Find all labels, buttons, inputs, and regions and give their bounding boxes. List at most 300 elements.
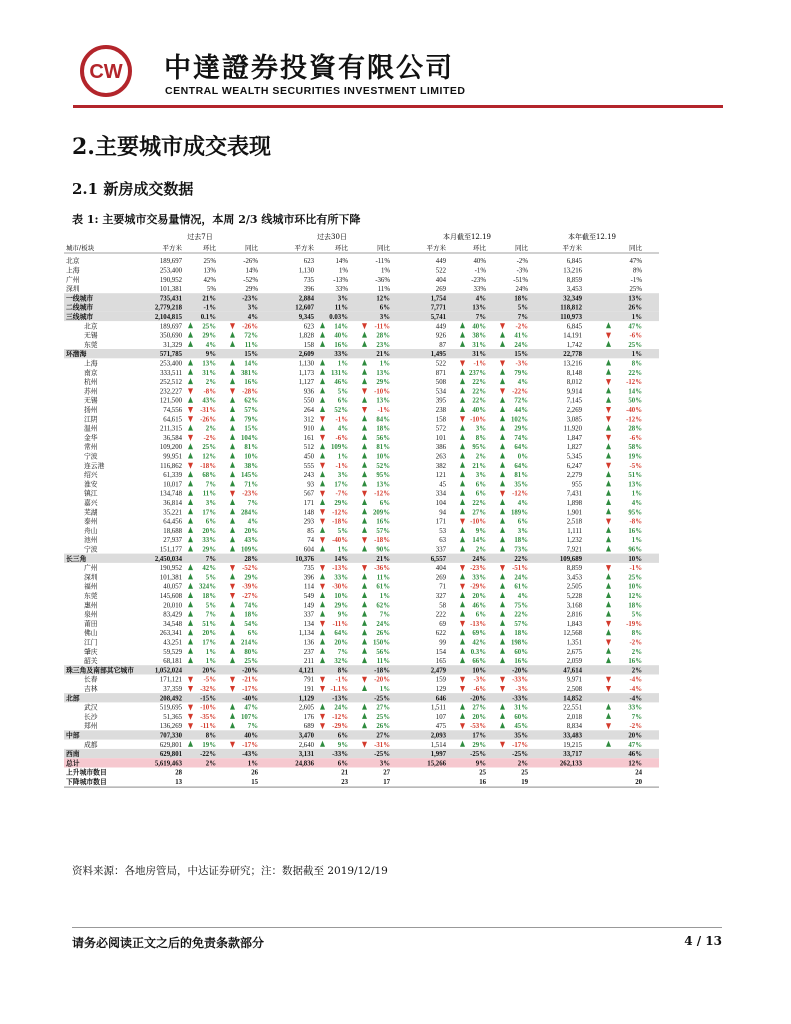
table-cell: 7,431 [566,490,582,498]
up-arrow-icon [500,704,505,710]
up-arrow-icon [500,425,505,431]
table-cell: -31% [200,407,216,414]
table-cell: 13% [628,295,642,303]
table-cell: 10% [244,453,258,461]
table-cell: 333,511 [160,369,182,377]
table-cell: -23% [471,276,486,284]
table-cell: 14,852 [563,695,582,703]
up-arrow-icon [362,462,367,468]
down-arrow-icon [606,407,611,413]
table-cell: -25% [512,751,528,759]
table-cell: 3% [475,425,486,433]
table-cell: 93 [307,481,314,489]
table-cell: 25 [479,769,486,777]
table-cell: 20% [244,527,258,535]
table-cell: 5,741 [430,314,446,321]
table-cell: 20% [202,527,216,535]
table-cell: 8% [632,267,642,275]
table-cell: 189,697 [159,323,182,331]
up-arrow-icon [188,499,193,505]
up-arrow-icon [362,518,367,524]
up-arrow-icon [230,471,235,477]
table-cell: 1,111 [567,527,582,535]
up-arrow-icon [188,741,193,747]
down-arrow-icon [362,677,367,683]
table-cell: 11% [244,341,258,349]
table-cell: -11% [375,258,390,266]
up-arrow-icon [460,341,465,347]
table-cell: 28% [628,425,642,433]
up-arrow-icon [460,508,465,514]
row-label: 北部 [66,694,80,703]
table-cell: 72% [514,397,528,405]
table-cell: 269 [435,286,446,294]
up-arrow-icon [230,425,235,431]
down-arrow-icon [606,463,611,469]
up-arrow-icon [320,527,325,533]
table-cell: 2,675 [566,648,582,656]
up-arrow-icon [606,611,611,617]
row-label: 成都 [84,740,98,749]
table-cell: -10% [470,416,486,424]
up-arrow-icon [320,611,325,617]
table-cell: -18% [332,518,348,526]
up-arrow-icon [606,480,611,486]
footer-disclaimer: 请务必阅读正文之后的免责条款部分 [72,936,265,950]
table-cell: 31% [472,351,486,359]
table-cell: 222 [435,611,446,619]
up-arrow-icon [320,397,325,403]
table-cell: 34,548 [163,620,182,628]
up-arrow-icon [362,611,367,617]
table-cell: 24% [515,286,528,294]
table-cell: 21% [472,462,486,470]
down-arrow-icon [500,491,505,497]
table-cell: 2,609 [298,351,314,359]
table-cell: -40% [626,407,642,414]
table-cell: 262,133 [559,760,582,768]
table-cell: 29% [245,286,258,294]
table-cell: 1% [337,360,348,368]
table-cell: 22% [628,369,642,377]
column-header: 平方米 [294,244,314,252]
up-arrow-icon [500,583,505,589]
down-arrow-icon [320,714,325,720]
table-cell: 25% [376,713,390,721]
table-cell: 11% [377,286,390,294]
up-arrow-icon [460,480,465,486]
table-cell: 42% [472,639,486,647]
table-cell: 512 [303,444,314,452]
table-cell: 18% [202,593,216,600]
table-cell: 11% [376,574,390,582]
up-arrow-icon [230,704,235,710]
up-arrow-icon [606,527,611,533]
table-cell: -33% [512,676,528,684]
row-label: 无锡 [84,331,98,340]
table-cell: 8,859 [566,276,582,284]
up-arrow-icon [362,369,367,375]
table-cell: 253,400 [159,267,182,275]
table-cell: -13% [333,276,348,284]
table-cell: 71 [439,583,446,591]
table-cell: 2% [631,648,642,656]
down-arrow-icon [188,463,193,469]
table-cell: 101,381 [159,286,182,294]
down-arrow-icon [188,723,193,729]
table-cell: 72% [244,332,258,340]
table-cell: 20% [472,713,486,721]
table-cell: -5% [629,462,642,470]
table-cell: 22% [514,555,528,563]
table-cell: 208,492 [159,695,182,703]
table-cell: 4% [247,314,258,321]
table-cell: 24% [334,704,348,712]
row-label: 惠州 [84,601,98,610]
up-arrow-icon [460,713,465,719]
up-arrow-icon [606,425,611,431]
table-cell: 19 [521,779,528,786]
table-cell: 60% [514,648,528,656]
city-transaction-table [64,230,659,860]
up-arrow-icon [362,471,367,477]
table-cell: 53 [439,527,446,535]
table-cell: 522 [435,360,446,368]
table-cell: 54% [244,620,258,628]
table-cell: 17% [334,481,348,489]
up-arrow-icon [460,741,465,747]
up-arrow-icon [500,443,505,449]
table-cell: -3% [516,267,528,275]
table-cell: 151,177 [159,546,182,554]
up-arrow-icon [230,620,235,626]
table-cell: 64,456 [163,518,182,526]
up-arrow-icon [230,536,235,542]
row-label: 绍兴 [84,471,98,480]
row-label: 环渤海 [66,350,87,359]
table-cell: 189% [511,509,528,517]
up-arrow-icon [500,573,505,579]
up-arrow-icon [320,360,325,366]
table-cell: 14% [244,360,258,368]
company-logo [72,40,140,102]
table-cell: -26% [242,323,258,331]
down-arrow-icon [320,723,325,729]
up-arrow-icon [500,648,505,654]
up-arrow-icon [606,508,611,514]
table-cell: -11% [332,620,348,628]
table-cell: 191 [303,686,314,693]
table-cell: -17% [242,686,258,693]
up-arrow-icon [230,508,235,514]
up-arrow-icon [362,657,367,663]
table-cell: 2,269 [566,407,582,414]
table-cell: 3% [517,527,528,535]
table-cell: 99 [439,639,446,647]
table-cell: 237 [303,648,314,656]
up-arrow-icon [320,341,325,347]
up-arrow-icon [188,425,193,431]
table-cell: 5% [337,388,348,396]
row-label: 珠三角及南部其它城市 [66,666,134,675]
table-cell: 61% [514,583,528,591]
table-cell: 237% [469,369,486,377]
table-cell: 252,512 [159,379,182,387]
down-arrow-icon [320,537,325,543]
table-cell: 0% [517,453,528,461]
up-arrow-icon [188,657,193,663]
row-label: 上海 [84,359,98,368]
row-label: 长春 [84,675,98,684]
down-arrow-icon [500,323,505,329]
table-cell: 37,359 [163,686,182,693]
table-cell: 31,329 [163,341,182,349]
table-cell: 2,279 [566,472,582,480]
up-arrow-icon [188,592,193,598]
table-cell: 116,862 [160,462,182,470]
column-header: 环比 [335,244,348,252]
up-arrow-icon [606,629,611,635]
table-cell: 646 [435,695,446,703]
down-arrow-icon [606,435,611,441]
table-cell: -1% [335,676,348,684]
up-arrow-icon [606,387,611,393]
table-cell: -5% [203,676,216,684]
down-arrow-icon [460,723,465,729]
table-cell: 3% [379,314,390,321]
up-arrow-icon [230,360,235,366]
up-arrow-icon [500,620,505,626]
table-cell: -2% [515,323,528,331]
table-cell: 14% [334,555,348,563]
table-cell: 62% [244,397,258,405]
table-cell: 14% [472,537,486,545]
table-cell: 26 [251,769,258,777]
row-label: 池州 [84,536,98,545]
down-arrow-icon [606,333,611,339]
up-arrow-icon [320,480,325,486]
table-cell: 15% [514,351,528,359]
up-arrow-icon [362,378,367,384]
up-arrow-icon [606,704,611,710]
table-cell: 64% [334,630,348,638]
table-cell: -11% [200,723,216,731]
up-arrow-icon [460,639,465,645]
up-arrow-icon [230,415,235,421]
table-cell: 9% [475,760,486,768]
table-cell: 69 [439,620,446,628]
up-arrow-icon [188,341,193,347]
table-cell: 7% [205,611,216,619]
down-arrow-icon [230,323,235,329]
table-cell: 7,145 [566,397,582,405]
up-arrow-icon [606,360,611,366]
table-cell: 2,059 [566,658,582,666]
row-label: 泉州 [84,610,98,619]
table-cell: -20% [512,667,528,675]
table-cell: 96% [628,546,642,554]
table-cell: 8% [475,434,486,442]
table-cell: 27% [472,509,486,517]
table-cell: 5% [337,527,348,535]
row-label: 东莞 [84,592,98,600]
up-arrow-icon [230,527,235,533]
up-arrow-icon [188,629,193,635]
table-cell: 6% [247,630,258,638]
table-cell: -53% [470,723,486,731]
table-cell: -25% [374,751,390,759]
up-arrow-icon [460,601,465,607]
down-arrow-icon [320,509,325,515]
table-cell: 10,017 [163,481,182,489]
table-cell: 2% [475,453,486,461]
up-arrow-icon [362,685,367,691]
table-cell: 51% [202,620,216,628]
table-cell: 18% [244,611,258,619]
table-cell: 475 [435,723,446,731]
page-number: 4 / 13 [684,934,722,948]
table-cell: 25 [521,769,528,777]
table-cell: 214% [241,639,258,647]
table-cell: -36% [374,565,390,573]
table-cell: 9% [205,351,216,359]
row-label: 苏州 [84,387,98,396]
up-arrow-icon [460,499,465,505]
table-cell: -52% [243,276,258,284]
up-arrow-icon [230,611,235,617]
table-cell: 32,349 [563,295,582,303]
table-cell: 6,557 [430,555,446,563]
table-cell: -13% [470,620,486,628]
up-arrow-icon [320,406,325,412]
table-cell: 571,785 [159,351,182,359]
table-canvas [64,230,659,860]
down-arrow-icon [320,621,325,627]
row-label: 扬州 [84,406,98,414]
table-cell: 15 [251,779,258,786]
table-cell: 791 [303,676,314,684]
up-arrow-icon [606,573,611,579]
up-arrow-icon [188,583,193,589]
table-cell: 1% [631,537,642,545]
table-cell: 386 [435,444,446,452]
row-label: 深圳 [84,573,98,582]
table-cell: 176 [303,713,314,721]
up-arrow-icon [606,592,611,598]
table-cell: 629,801 [159,751,182,759]
table-cell: -13% [332,695,348,703]
row-label: 韶关 [84,657,98,666]
up-arrow-icon [460,471,465,477]
table-cell: 382 [435,462,446,470]
table-cell: 14% [334,323,348,331]
row-label: 东莞 [84,340,98,349]
down-arrow-icon [230,388,235,394]
down-arrow-icon [460,416,465,422]
table-cell: 7% [517,314,528,321]
table-cell: 629,801 [159,741,182,749]
table-cell: 238 [435,407,446,414]
up-arrow-icon [230,341,235,347]
table-cell: 47% [628,323,642,331]
table-cell: 7% [379,611,390,619]
table-cell: 2,605 [298,704,314,712]
up-arrow-icon [460,527,465,533]
down-arrow-icon [500,686,505,692]
table-cell: 25% [628,341,642,349]
up-arrow-icon [460,546,465,552]
table-cell: 159 [435,676,446,684]
table-caption: 表 1: 主要城市交易量情况，本周 2/3 线城市环比有所下降 [72,213,361,226]
down-arrow-icon [188,416,193,422]
row-label: 武汉 [84,703,98,712]
table-cell: 16 [479,779,486,786]
table-cell: 80% [244,648,258,656]
up-arrow-icon [460,462,465,468]
up-arrow-icon [460,378,465,384]
table-cell: -21% [242,676,258,684]
up-arrow-icon [500,657,505,663]
down-arrow-icon [188,388,193,394]
table-cell: 101,381 [159,574,182,582]
table-cell: 29% [202,546,216,554]
row-label: 一线城市 [66,294,94,303]
table-cell: 60% [514,713,528,721]
table-cell: 14,191 [563,332,582,340]
table-cell: 43,251 [163,639,182,647]
table-cell: 0.3% [470,648,486,656]
row-label: 江门 [84,638,98,647]
table-cell: 1% [205,658,216,666]
table-cell: 7,771 [430,304,446,312]
up-arrow-icon [460,397,465,403]
up-arrow-icon [188,332,193,338]
table-cell: 3% [379,760,390,768]
table-cell: 28% [244,555,258,563]
table-cell: 1,511 [430,704,446,712]
down-arrow-icon [230,584,235,590]
table-cell: 35,221 [163,509,182,517]
up-arrow-icon [460,490,465,496]
up-arrow-icon [460,592,465,598]
table-cell: 40,057 [163,583,182,591]
up-arrow-icon [500,471,505,477]
table-cell: 284% [241,509,258,517]
table-cell: 25% [203,258,216,266]
up-arrow-icon [606,657,611,663]
table-cell: 20% [472,593,486,600]
down-arrow-icon [188,407,193,413]
up-arrow-icon [500,518,505,524]
row-label: 无锡 [84,396,98,405]
down-arrow-icon [320,677,325,683]
table-cell: 2,018 [566,713,582,721]
table-cell: 7% [475,314,486,321]
table-cell: 1,173 [298,369,314,377]
table-cell: 4% [517,500,528,507]
down-arrow-icon [230,491,235,497]
table-cell: -39% [242,583,258,591]
table-cell: 118,812 [560,304,582,312]
up-arrow-icon [362,573,367,579]
table-cell: -4% [629,695,642,703]
table-cell: -22% [200,751,216,759]
table-cell: 46% [472,602,486,610]
row-label: 上升城市数目 [66,768,107,777]
table-cell: 623 [303,258,314,266]
table-cell: 63 [439,537,446,545]
table-cell: 1% [205,648,216,656]
